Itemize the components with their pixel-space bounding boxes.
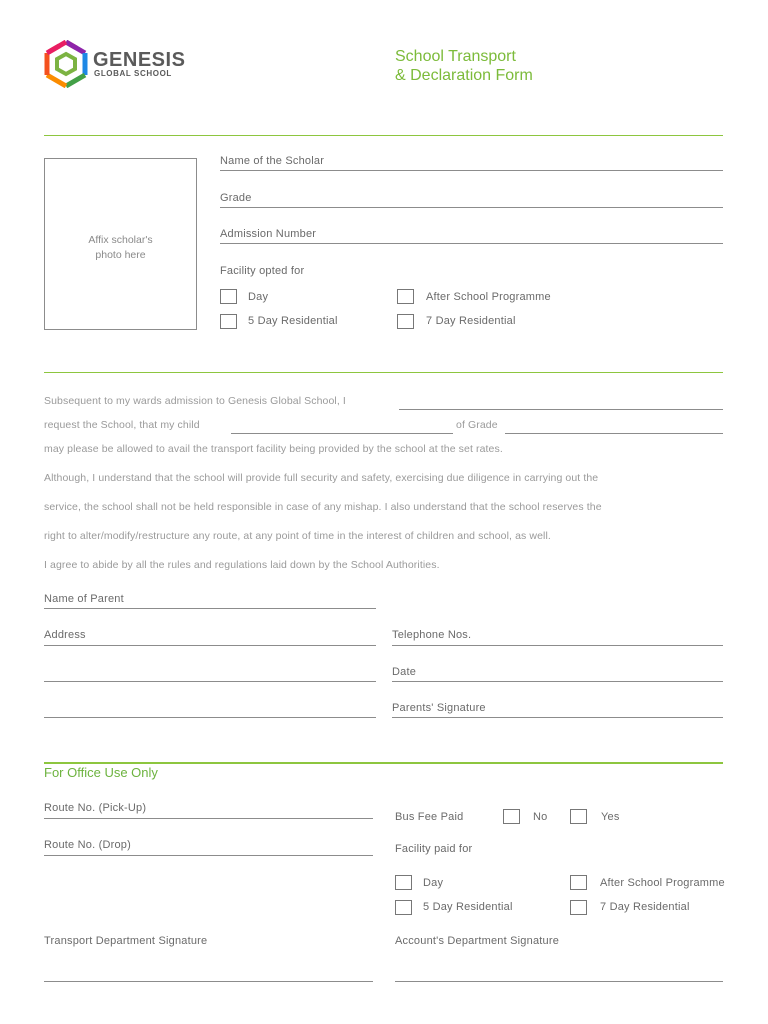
header-divider xyxy=(44,135,723,136)
declaration-para3: I agree to abide by all the rules and regulations laid down by the School Authorities. xyxy=(44,559,440,571)
after-school-option-label: After School Programme xyxy=(426,291,551,303)
seven-day-residential-label: 7 Day Residential xyxy=(426,315,516,327)
route-drop-label: Route No. (Drop) xyxy=(44,839,131,851)
declaration-para2-line1: Although, I understand that the school will provide full security and safety, exercising due diligence in carrying out the xyxy=(44,472,599,484)
photo-placeholder-text xyxy=(45,233,196,263)
child-name-inline-field[interactable] xyxy=(231,433,453,434)
after-school-checkbox[interactable] xyxy=(397,289,414,304)
five-day-residential-checkbox[interactable] xyxy=(220,314,237,329)
parent-name-label: Name of Parent xyxy=(44,593,124,605)
photo-text-line2: photo here xyxy=(95,249,146,261)
parents-signature-field[interactable] xyxy=(392,717,723,718)
declaration-line1: Subsequent to my wards admission to Genesis Global School, I xyxy=(44,395,346,407)
office-day-checkbox[interactable] xyxy=(395,875,412,890)
declaration-para2-line3: right to alter/modify/restructure any route, at any point of time in the interest of children and school, as well. xyxy=(44,530,551,542)
address-field-line2[interactable] xyxy=(44,681,376,682)
facility-paid-label: Facility paid for xyxy=(395,843,473,855)
parents-signature-label: Parents' Signature xyxy=(392,702,486,714)
address-field-line1[interactable] xyxy=(44,645,376,646)
office-seven-day-label: 7 Day Residential xyxy=(600,901,690,913)
scholar-name-field[interactable] xyxy=(220,170,723,171)
facility-opted-label: Facility opted for xyxy=(220,265,305,277)
day-checkbox[interactable] xyxy=(220,289,237,304)
form-title-line2: & Declaration Form xyxy=(395,67,533,84)
route-drop-field[interactable] xyxy=(44,855,373,856)
accounts-signature-label: Account's Department Signature xyxy=(395,935,560,947)
bus-fee-no-checkbox[interactable] xyxy=(503,809,520,824)
photo-box xyxy=(44,158,197,330)
scholar-divider xyxy=(44,372,723,373)
photo-text-line1: Affix scholar's xyxy=(88,234,153,246)
route-pickup-label: Route No. (Pick-Up) xyxy=(44,802,147,814)
seven-day-residential-checkbox[interactable] xyxy=(397,314,414,329)
date-field[interactable] xyxy=(392,681,723,682)
office-five-day-checkbox[interactable] xyxy=(395,900,412,915)
declaration-para2-line2: service, the school shall not be held responsible in case of any mishap. I also understand that the school reserves the xyxy=(44,501,602,513)
logo-subtitle: GLOBAL SCHOOL xyxy=(94,69,172,78)
transport-signature-label: Transport Department Signature xyxy=(44,935,208,947)
office-five-day-label: 5 Day Residential xyxy=(423,901,513,913)
office-after-school-checkbox[interactable] xyxy=(570,875,587,890)
office-divider xyxy=(44,762,723,764)
bus-fee-yes-label: Yes xyxy=(601,811,620,823)
child-grade-inline-field[interactable] xyxy=(505,433,723,434)
office-day-label: Day xyxy=(423,877,444,889)
office-seven-day-checkbox[interactable] xyxy=(570,900,587,915)
admission-number-field[interactable] xyxy=(220,243,723,244)
office-use-title: For Office Use Only xyxy=(44,765,158,780)
address-label: Address xyxy=(44,629,86,641)
grade-field[interactable] xyxy=(220,207,723,208)
transport-signature-field[interactable] xyxy=(44,981,373,982)
logo-name: GENESIS xyxy=(93,49,186,71)
accounts-signature-field[interactable] xyxy=(395,981,723,982)
declaration-line2-a: request the School, that my child xyxy=(44,419,200,431)
telephone-field[interactable] xyxy=(392,645,723,646)
grade-label: Grade xyxy=(220,192,252,204)
parent-name-field[interactable] xyxy=(44,608,376,609)
scholar-name-label: Name of the Scholar xyxy=(220,155,325,167)
declaration-line3: may please be allowed to avail the transport facility being provided by the school at the set rates. xyxy=(44,443,503,455)
day-option-label: Day xyxy=(248,291,269,303)
parent-name-inline-field[interactable] xyxy=(399,409,723,410)
bus-fee-yes-checkbox[interactable] xyxy=(570,809,587,824)
office-after-school-label: After School Programme xyxy=(600,877,725,889)
date-label: Date xyxy=(392,666,417,678)
five-day-residential-label: 5 Day Residential xyxy=(248,315,338,327)
declaration-line2-b: of Grade xyxy=(456,419,498,431)
genesis-logo-icon xyxy=(42,40,90,88)
route-pickup-field[interactable] xyxy=(44,818,373,819)
form-title xyxy=(395,47,533,85)
admission-number-label: Admission Number xyxy=(220,228,317,240)
bus-fee-no-label: No xyxy=(533,811,548,823)
address-field-line3[interactable] xyxy=(44,717,376,718)
bus-fee-paid-label: Bus Fee Paid xyxy=(395,811,464,823)
form-title-line1: School Transport xyxy=(395,48,516,65)
telephone-label: Telephone Nos. xyxy=(392,629,472,641)
